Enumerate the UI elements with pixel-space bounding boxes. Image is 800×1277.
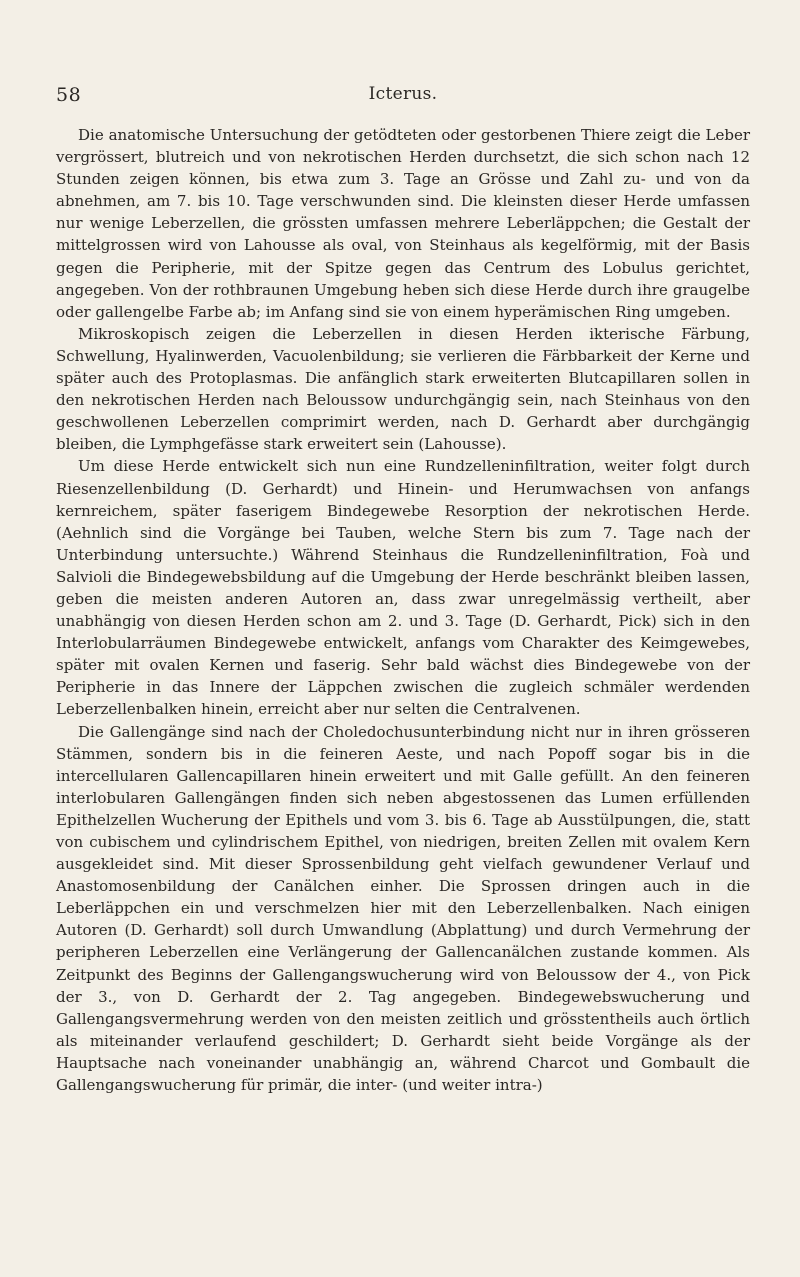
- paragraph: Mikroskopisch zeigen die Leberzellen in diesen Herden ikterische Färbung, Schwellung, Hyalinwerden, Vacuolenbildung; sie verlieren die Färbbarkeit der Kerne und später auch des Protoplasmas. Die anfänglich stark erweiterten Blutcapillaren sollen in den nekrotischen Herden nach Beloussow undurchgängig sein, nach Steinhaus von den geschwollenen Leberzellen comprimirt werden, nach D. Gerhardt aber durchgängig bleiben, die Lymphgefässe stark erweitert sein (Lahousse).: [56, 324, 750, 454]
- paragraph: Die Gallengänge sind nach der Choledochusunterbindung nicht nur in ihren grösseren Stämmen, sondern bis in die feineren Aeste, und nach Popoff sogar bis in die intercellularen Gallencapillaren hinein erweitert und mit Galle gefüllt. An den feineren interlobularen Gallengängen finden sich neben abgestossenen das Lumen erfüllenden Epithelzellen Wucherung der Epithels und vom 3. bis 6. Tage ab Ausstülpungen, die, statt von cubischem und cylindrischem Epithel, von niedrigen, breiten Zellen mit ovalem Kern ausgekleidet sind. Mit dieser Sprossenbildung geht vielfach gewundener Verlauf und Anastomosenbildung der Canälchen einher. Die Sprossen dringen auch in die Leberläppchen ein und verschmelzen hier mit den Leberzellenbalken. Nach einigen Autoren (D. Gerhardt) soll durch Umwandlung (Abplattung) und durch Vermehrung der peripheren Leberzellen eine Verlängerung der Gallencanälchen zustande kommen. Als Zeitpunkt des Beginns der Gallengangswucherung wird von Beloussow der 4., von Pick der 3., von D. Gerhardt der 2. Tag angegeben. Bindegewebswucherung und Gallengangsvermehrung werden von den meisten zeitlich und grösstentheils auch örtlich als miteinander verlaufend geschildert; D. Gerhardt sieht beide Vorgänge als der Hauptsache nach voneinander unabhängig an, während Charcot und Gombault die Gallengangswucherung für primär, die inter- (und weiter intra-): [56, 722, 750, 1095]
- page-number: 58: [56, 84, 82, 106]
- body-text: [56, 124, 750, 1096]
- paragraph: Die anatomische Untersuchung der getödteten oder gestorbenen Thiere zeigt die Leber vergrössert, blutreich und von nekrotischen Herden durchsetzt, die sich schon nach 12 Stunden zeigen können, bis etwa zum 3. Tage an Grösse und Zahl zu- und von da abnehmen, am 7. bis 10. Tage verschwunden sind. Die kleinsten dieser Herde umfassen nur wenige Leberzellen, die grössten umfassen mehrere Leberläppchen; die Gestalt der mittelgrossen wird von Lahousse als oval, von Steinhaus als kegelförmig, mit der Basis gegen die Peripherie, mit der Spitze gegen das Centrum des Lobulus gerichtet, angegeben. Von der rothbraunen Umgebung heben sich diese Herde durch ihre graugelbe oder gallengelbe Farbe ab; im Anfang sind sie von einem hyperämischen Ring umgeben.: [56, 126, 750, 321]
- running-head: Icterus.: [368, 84, 438, 104]
- paragraph: Um diese Herde entwickelt sich nun eine Rundzelleninfiltration, weiter folgt durch Riesenzellenbildung (D. Gerhardt) und Hinein- und Herumwachsen von anfangs kernreichem, später faserigem Bindegewebe Resorption der nekrotischen Herde. (Aehnlich sind die Vorgänge bei Tauben, welche Stern bis zum 7. Tage nach der Unterbindung untersuchte.) Während Steinhaus die Rundzelleninfiltration, Foà und Salvioli die Bindegewebsbildung auf die Umgebung der Herde beschränkt bleiben lassen, geben die meisten anderen Autoren an, dass zwar unregelmässig vertheilt, aber unabhängig von diesen Herden schon am 2. und 3. Tage (D. Gerhardt, Pick) sich in den Interlobularräumen Bindegewebe entwickelt, anfangs vom Charakter des Keimgewebes, später mit ovalen Kernen und faserig. Sehr bald wächst dies Bindegewebe von der Peripherie in das Innere der Läppchen zwischen die zugleich schmäler werdenden Leberzellenbalken hinein, erreicht aber nur selten die Centralvenen.: [56, 457, 750, 719]
- page-header: [56, 84, 750, 106]
